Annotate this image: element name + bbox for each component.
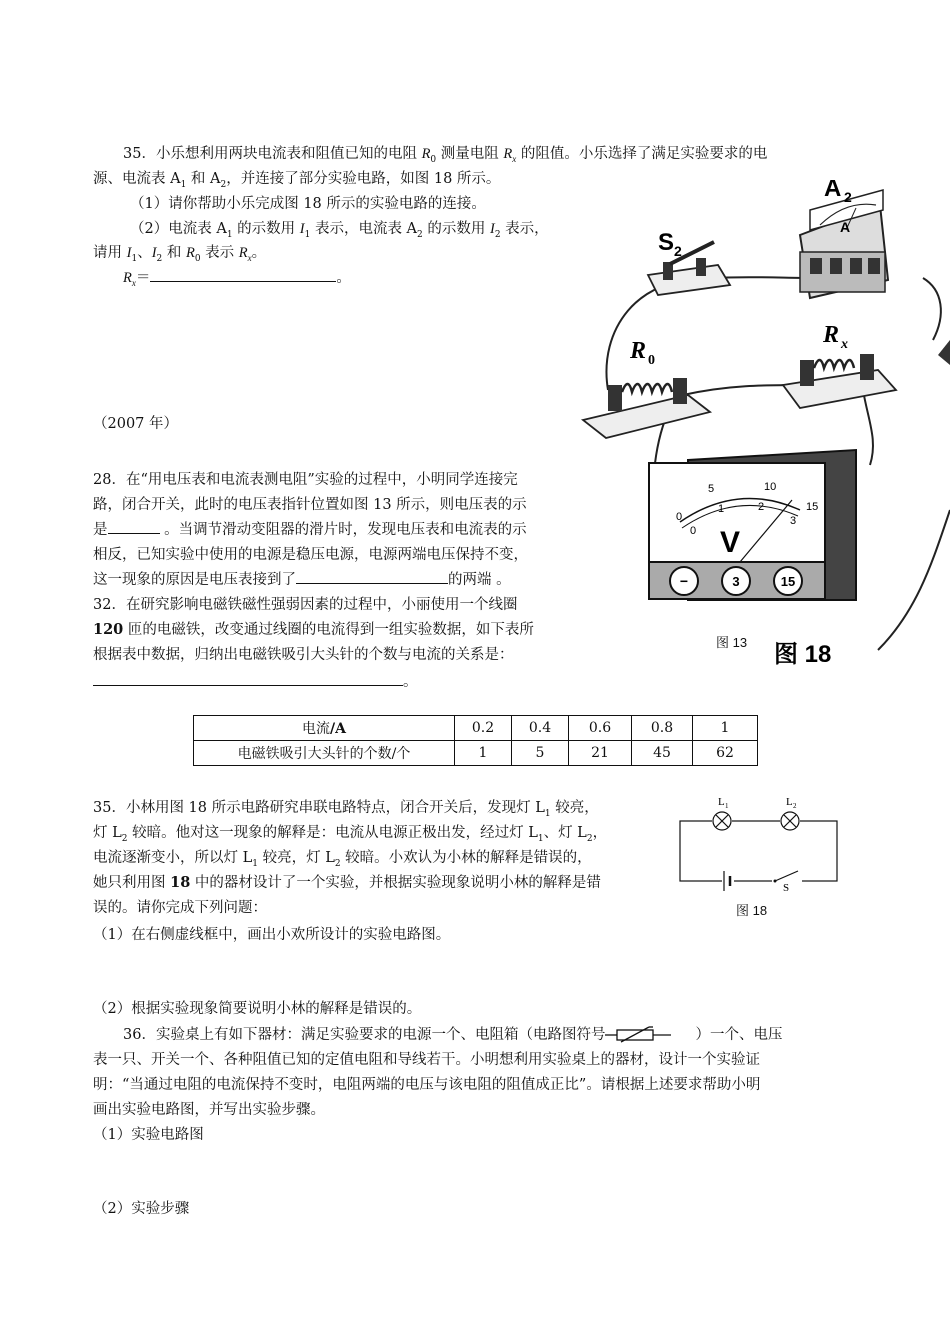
svg-text:3: 3 — [732, 574, 740, 589]
s2-sub: 2 — [674, 243, 682, 259]
q32-line2: 120 匝的电磁铁，改变通过线圈的电流得到一组实验数据，如下表所 — [93, 621, 534, 638]
q35b-line3: 电流逐渐变小，所以灯 $L_1$ 较亮，灯 $L_2$ 较暗。小欢认为小林的解释是错误的， — [93, 850, 592, 869]
table-cell: 45 — [632, 741, 693, 766]
table-cell: 0.4 — [512, 716, 569, 741]
table-cell: 0.8 — [632, 716, 693, 741]
q35a-answer: $R_x=$ 。 — [123, 266, 351, 296]
rx-label: R — [823, 322, 840, 348]
q36-line3: 明：“当通过电阻的电流保持不变时，电阻两端的电压与该电阻的阻值成正比”。请根据上述要求帮助小明 — [93, 1077, 761, 1093]
table-cell: 电流/A — [194, 716, 455, 741]
ammeter-a2 — [800, 180, 888, 298]
q35a-line1: 35．小乐想利用两块电流表和阻值已知的电阻 $R_0$ 测量电阻 $R_x$ 的阻值。小乐选择了满足实验要求的电 — [123, 146, 768, 165]
q35b-line5: 误的。请你完成下列问题： — [93, 900, 267, 916]
q32-line3: 根据表中数据，归纳出电磁铁吸引大头针的个数与电流的关系是： — [93, 647, 514, 663]
resistance-box-symbol-icon — [605, 1025, 673, 1043]
year-label: （2007 年） — [93, 416, 179, 432]
table-cell: 1 — [455, 741, 512, 766]
q28-line4: 相反，已知实验中使用的电源是稳压电源，电源两端电压保持不变， — [93, 547, 528, 563]
answer-blank[interactable] — [93, 671, 403, 686]
r0-label: R — [630, 338, 647, 364]
table-cell: 5 — [512, 741, 569, 766]
q36-line4: 画出实验电路图，并写出实验步骤。 — [93, 1102, 325, 1118]
table-row — [194, 716, 758, 741]
voltmeter-letter: V — [720, 526, 741, 559]
switch-label: S — [783, 882, 790, 894]
q28-line3: 是 。当调节滑动变阻器的滑片时，发现电压表和电流表的示 — [93, 518, 527, 542]
rx-sub: x — [841, 337, 848, 352]
wire — [878, 510, 950, 650]
q36-line2: 表一只、开关一个、各种阻值已知的定值电阻和导线若干。小明想利用实验桌上的器材，设计一个实验证 — [93, 1052, 760, 1068]
a2-sub: 2 — [844, 189, 852, 205]
fig18-circuit-caption: 图 18 — [736, 903, 768, 918]
switch-s2 — [648, 229, 730, 295]
scale-top-label: 10 — [764, 481, 777, 493]
scale-top-label: 5 — [708, 483, 715, 495]
table-row — [194, 741, 758, 766]
q35a-sub2: （2）电流表 $A_1$ 的示数用 $I_1$ 表示，电流表 $A_2$ 的示数用 $I_2$ 表示， — [130, 221, 549, 240]
svg-text:15: 15 — [780, 574, 796, 589]
answer-blank[interactable] — [150, 267, 336, 282]
l2-label: L — [786, 796, 793, 808]
q35b-sub2: （2）根据实验现象简要说明小林的解释是错误的。 — [93, 1001, 422, 1017]
battery-icon — [722, 871, 734, 891]
answer-blank[interactable] — [296, 569, 448, 584]
scale-bottom-label: 3 — [790, 515, 797, 527]
s2-label: S — [658, 229, 675, 256]
scale-bottom-label: 0 — [690, 525, 697, 537]
q32-line1: 32．在研究影响电磁铁磁性强弱因素的过程中，小丽使用一个线圈 — [93, 597, 518, 613]
figure18-circuit — [672, 795, 842, 895]
table-cell: 0.6 — [569, 716, 632, 741]
terminal-negative[interactable] — [670, 567, 698, 595]
r0-sub: 0 — [648, 353, 655, 368]
a2-label: A — [824, 180, 842, 202]
q35b-line4: 她只利用图 18 中的器材设计了一个实验，并根据实验现象说明小林的解释是错 — [93, 874, 601, 891]
battery-edge — [938, 340, 950, 365]
table-cell: 1 — [693, 716, 758, 741]
table-cell: 62 — [693, 741, 758, 766]
answer-blank[interactable] — [108, 519, 160, 534]
q35b-line1: 35．小林用图 18 所示电路研究串联电路特点，闭合开关后，发现灯 $L_1$ 较亮， — [93, 800, 599, 819]
meter-letter: A — [840, 219, 851, 235]
table-cell: 电磁铁吸引大头针的个数/个 — [194, 741, 455, 766]
scale-bottom-label: 2 — [758, 501, 765, 513]
q28-line1: 28．在“用电压表和电流表测电阻”实验的过程中，小明同学连接完 — [93, 472, 518, 488]
q35a-line2: 源、电流表 $A_1$ 和 $A_2$，并连接了部分实验电路，如图 18 所示。 — [93, 171, 501, 190]
wire — [606, 280, 708, 390]
scale-top-label: 15 — [806, 501, 819, 513]
scale-top-label: 0 — [676, 511, 683, 523]
table-cell: 0.2 — [455, 716, 512, 741]
lamp-l1-icon — [713, 812, 731, 830]
q35a-sub1: （1）请你帮助小乐完成图 18 所示的实验电路的连接。 — [130, 196, 486, 212]
q28-line5: 这一现象的原因是电压表接到了 的两端 。 — [93, 568, 511, 592]
scale-bottom-label: 1 — [718, 503, 725, 515]
table-cell: 21 — [569, 741, 632, 766]
l1-sub: 1 — [725, 802, 729, 810]
resistor-r0 — [583, 338, 710, 438]
q32-line4: 。 — [93, 670, 418, 694]
q35b-sub1: （1）在右侧虚线框中，画出小欢所设计的实验电路图。 — [93, 927, 451, 943]
svg-text:−: − — [679, 573, 689, 589]
lamp-l2-icon — [781, 812, 799, 830]
circuit-loop — [680, 821, 837, 881]
q36-sub2: （2）实验步骤 — [93, 1201, 190, 1217]
data-table — [193, 715, 758, 766]
q35b-line2: 灯 $L_2$ 较暗。他对这一现象的解释是：电流从电源正极出发，经过灯 $L_1$、灯 $L_2$， — [93, 825, 608, 844]
resistor-rx — [783, 322, 896, 408]
wire — [863, 390, 873, 465]
fig13-caption: 图 13 — [716, 635, 748, 650]
l1-label: L — [718, 796, 725, 808]
q36-line1: 36．实验桌上有如下器材：满足实验要求的电源一个、电阻箱（电路图符号 ）一个、电压 — [123, 1027, 783, 1043]
q35a-sub2-cont: 请用 $I_1$、$I_2$ 和 $R_0$ 表示 $R_x$。 — [93, 245, 267, 264]
fig18-caption: 图 18 — [774, 641, 832, 668]
l2-sub: 2 — [793, 802, 797, 810]
terminal-15[interactable] — [774, 567, 802, 595]
wire — [923, 278, 941, 340]
q28-line2: 路，闭合开关，此时的电压表指针位置如图 13 所示，则电压表的示 — [93, 497, 527, 513]
q36-sub1: （1）实验电路图 — [93, 1127, 204, 1143]
terminal-3[interactable] — [722, 567, 750, 595]
figure13-voltmeter — [648, 462, 828, 602]
